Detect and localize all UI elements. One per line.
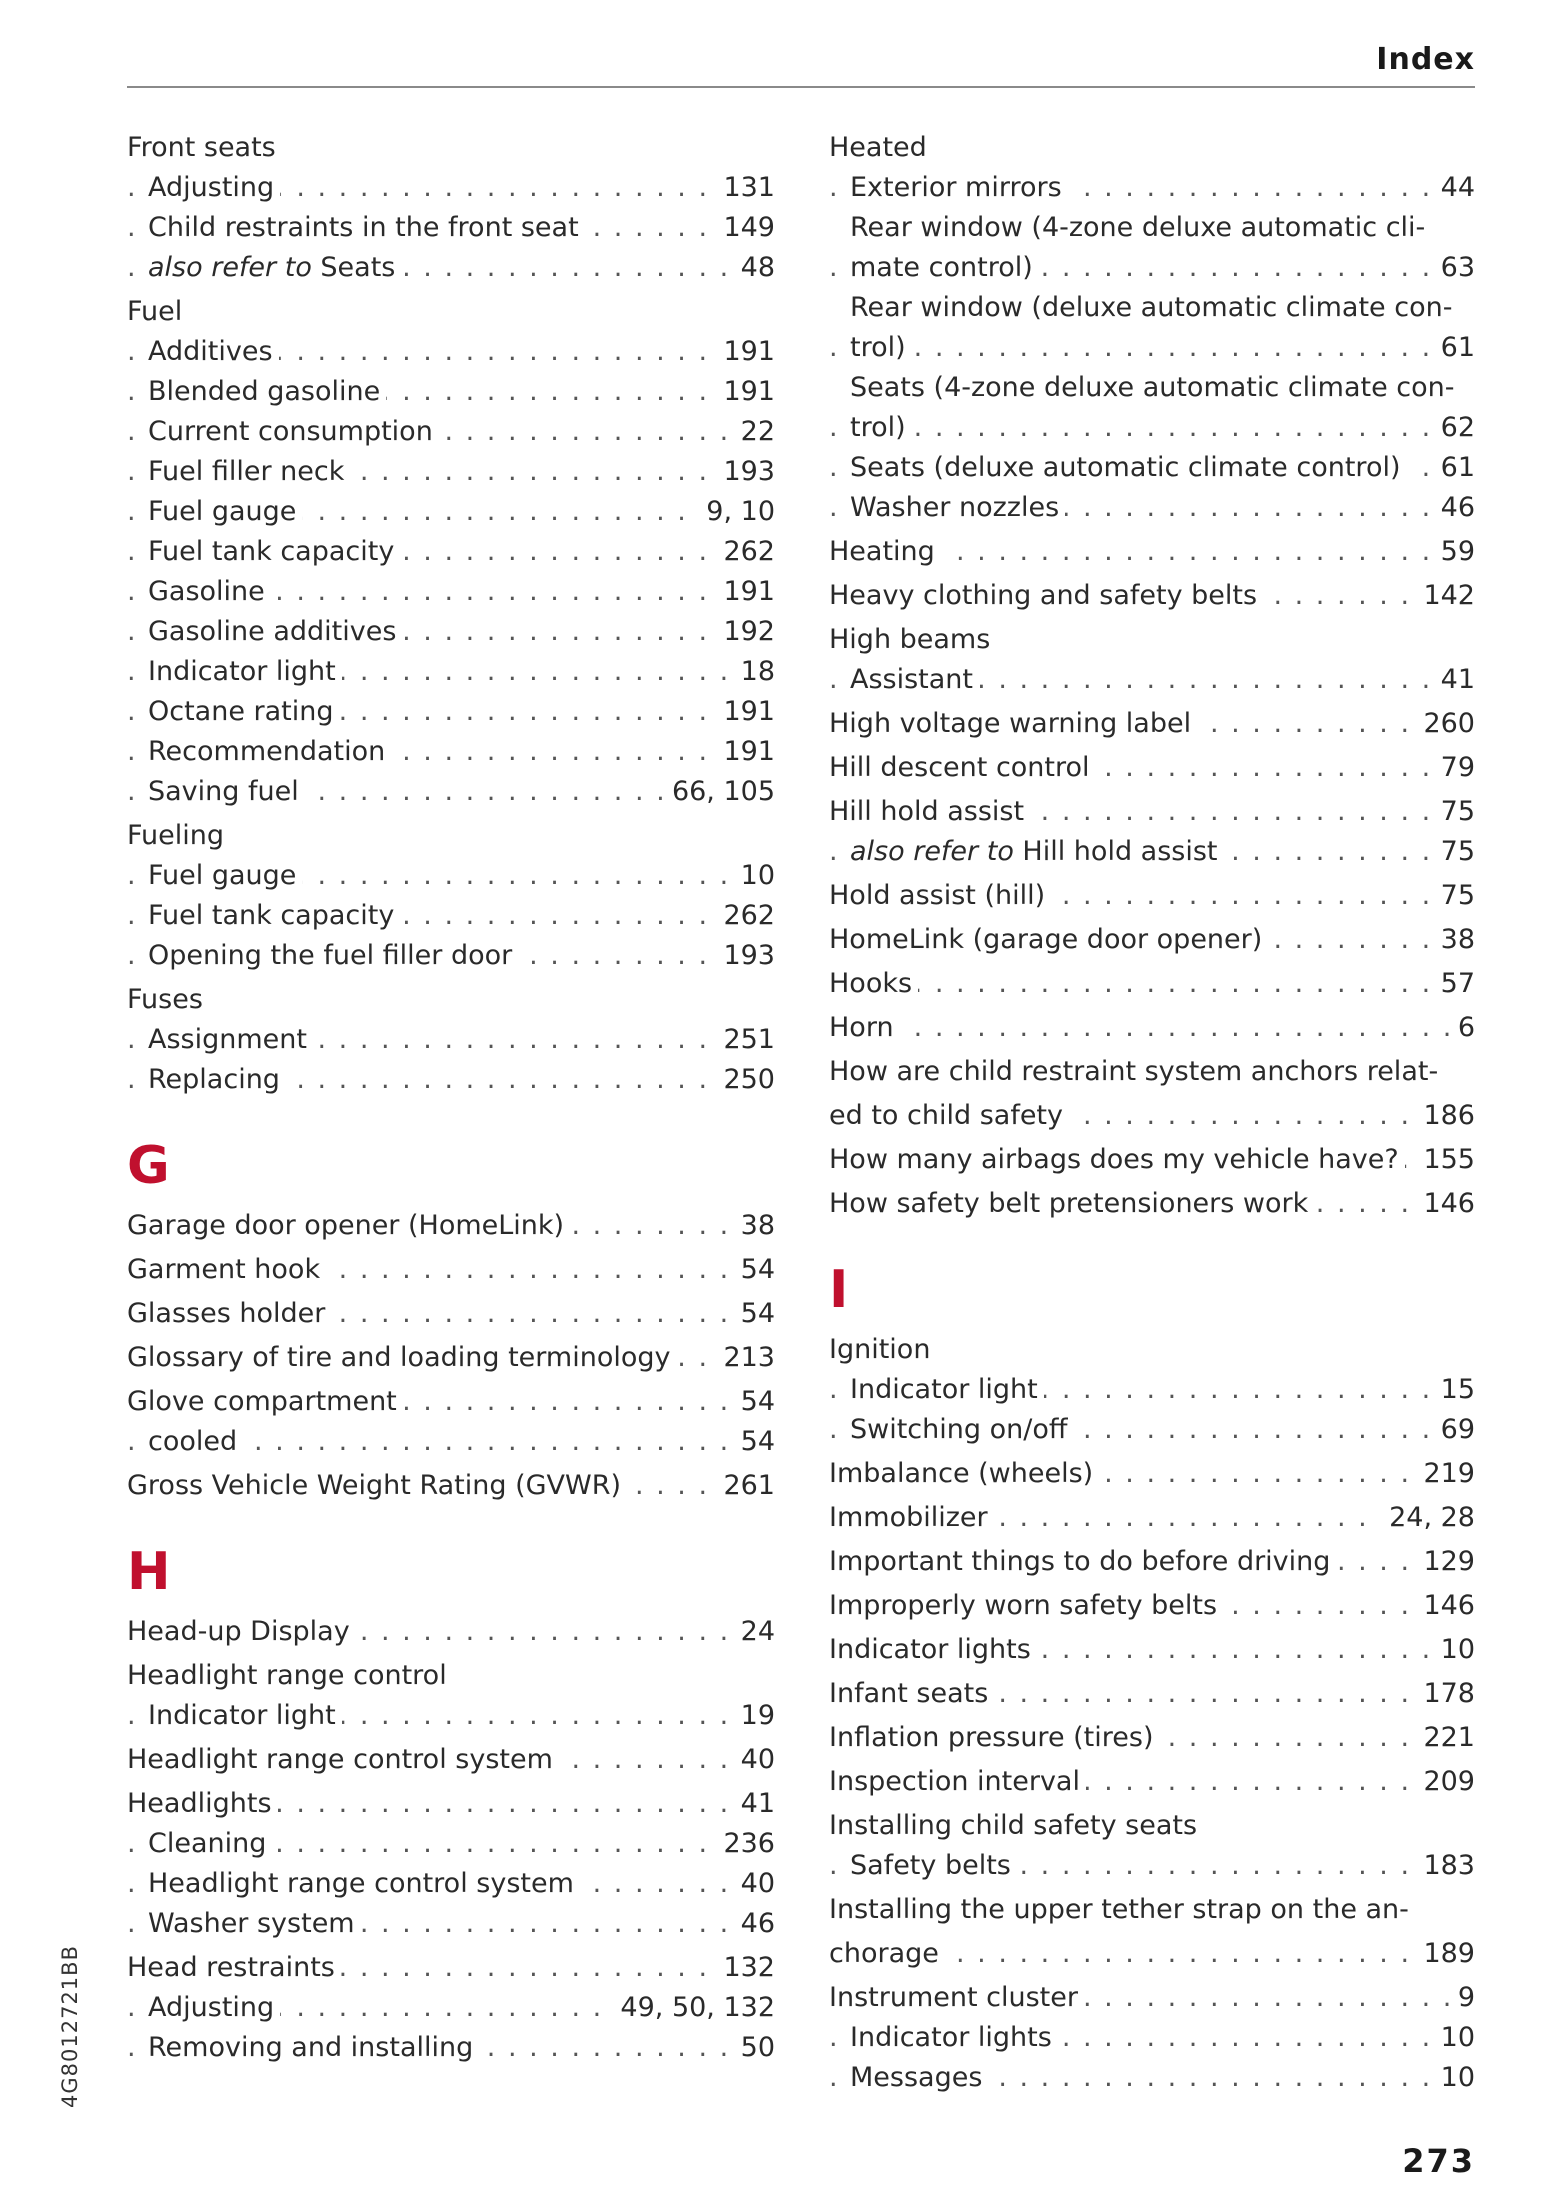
index-entry-rear-window-deluxe-automatic-climate-con [829,288,1475,328]
index-entry-safety-belts [829,1846,1475,1886]
entry-label: Additives [148,336,279,367]
entry-label: Seats (deluxe automatic climate control) [850,452,1407,483]
entry-label: Front seats [127,132,282,163]
entry-page-ref: 10 [1433,2058,1475,2098]
entry-label: Exterior mirrors [850,172,1068,203]
index-entry-child-restraints-in-the-front-seat [127,208,775,248]
index-entry-hill-hold-assist [829,792,1475,832]
entry-label: Ignition [829,1334,936,1365]
entry-page-ref: 129 [1415,1542,1475,1582]
entry-label: Headlights [127,1788,278,1819]
entry-label: Messages [850,2062,988,2093]
see-also-prefix: also refer to [148,252,321,283]
entry-label: Headlight range control system [127,1744,559,1775]
entry-label: Important things to do before driving [829,1546,1336,1577]
entry-label: Inflation pressure (tires) [829,1722,1159,1753]
index-entry-hold-assist-hill [829,876,1475,916]
entry-label: Octane rating [148,696,340,727]
section-letter-h: H [127,1542,171,1602]
entry-label: Switching on/off [850,1414,1073,1445]
entry-label: cooled [148,1426,243,1457]
entry-label: Fuel gauge [148,860,302,891]
entry-page-ref: 59 [1433,532,1475,572]
index-entry-blended-gasoline [127,372,775,412]
entry-page-ref: 186 [1415,1096,1475,1136]
entry-page-ref: 213 [715,1338,775,1378]
entry-page-ref: 40 [733,1740,775,1780]
entry-page-ref: 46 [1433,488,1475,528]
entry-page-ref: 54 [733,1250,775,1290]
entry-label: Hill descent control [829,752,1096,783]
entry-page-ref: 40 [733,1864,775,1904]
entry-page-ref: 69 [1433,1410,1475,1450]
entry-label: Garage door opener (HomeLink) [127,1210,570,1241]
index-entry-indicator-light [127,1696,775,1736]
document-code: 4G8012721BB [58,1945,82,2108]
index-entry-indicator-lights [829,2018,1475,2058]
entry-page-ref: 75 [1433,832,1475,872]
entry-label: Headlight range control system [148,1868,580,1899]
index-entry-garment-hook [127,1250,775,1290]
entry-label: Imbalance (wheels) [829,1458,1099,1489]
index-entry-removing-and-installing [127,2028,775,2068]
index-entry-rear-window-4-zone-deluxe-automatic-cli [829,208,1475,248]
entry-page-ref: 48 [733,248,775,288]
index-entry-cooled [127,1422,775,1462]
index-entry-trol [829,408,1475,448]
index-entry-gasoline [127,572,775,612]
entry-page-ref: 10 [1433,1630,1475,1670]
index-entry-how-many-airbags-does-my-vehicle-have [829,1140,1475,1180]
index-entry-heavy-clothing-and-safety-belts [829,576,1475,616]
entry-page-ref: 75 [1433,792,1475,832]
entry-page-ref: 61 [1433,328,1475,368]
entry-page-ref: 192 [715,612,775,652]
index-entry-head-restraints [127,1948,775,1988]
entry-label: Indicator light [148,656,342,687]
index-entry-fuel-tank-capacity [127,532,775,572]
entry-label: Hold assist (hill) [829,880,1051,911]
entry-page-ref: 15 [1433,1370,1475,1410]
entry-label: HomeLink (garage door opener) [829,924,1268,955]
index-entry-assistant [829,660,1475,700]
index-entry-garage-door-opener-homelink [127,1206,775,1246]
index-entry-assignment [127,1020,775,1060]
entry-label: Washer system [148,1908,361,1939]
index-entry-seats-4-zone-deluxe-automatic-climate-con [829,368,1475,408]
entry-label: Safety belts [850,1850,1017,1881]
index-entry-improperly-worn-safety-belts [829,1586,1475,1626]
entry-label: Headlight range control [127,1660,453,1691]
index-entry-hill-hold-assist [829,832,1475,872]
entry-label: also refer to Hill hold assist [850,836,1224,867]
entry-page-ref: 41 [733,1784,775,1824]
index-entry-installing-the-upper-tether-strap-on-the-an [829,1890,1475,1930]
entry-page-ref: 38 [733,1206,775,1246]
index-entry-fuel-tank-capacity [127,896,775,936]
index-entry-fueling [127,816,775,856]
entry-label: Current consumption [148,416,439,447]
entry-page-ref: 38 [1433,920,1475,960]
index-entry-exterior-mirrors [829,168,1475,208]
entry-page-ref: 18 [733,652,775,692]
section-letter-i: I [829,1260,849,1320]
entry-page-ref: 142 [1415,576,1475,616]
entry-label: Fuel filler neck [148,456,350,487]
index-entry-ignition [829,1330,1475,1370]
entry-page-ref: 132 [715,1948,775,1988]
entry-page-ref: 183 [1415,1846,1475,1886]
index-entry-hooks [829,964,1475,1004]
index-entry-recommendation [127,732,775,772]
entry-label: trol) [850,412,912,443]
entry-label: Rear window (4-zone deluxe automatic cli- [850,212,1431,243]
index-entry-ed-to-child-safety [829,1096,1475,1136]
entry-label: Cleaning [148,1828,272,1859]
entry-page-ref: 75 [1433,876,1475,916]
entry-label: Inspection interval [829,1766,1086,1797]
index-entry-replacing [127,1060,775,1100]
entry-page-ref: 49, 50, 132 [612,1988,775,2028]
entry-page-ref: 46 [733,1904,775,1944]
index-entry-glasses-holder [127,1294,775,1334]
entry-page-ref: 250 [715,1060,775,1100]
entry-page-ref: 50 [733,2028,775,2068]
entry-page-ref: 193 [715,452,775,492]
entry-label: Glasses holder [127,1298,331,1329]
entry-label: Gross Vehicle Weight Rating (GVWR) [127,1470,627,1501]
index-entry-how-safety-belt-pretensioners-work [829,1184,1475,1224]
entry-label: High beams [829,624,996,655]
entry-label: Recommendation [148,736,391,767]
entry-label: Heated [829,132,933,163]
index-entry-infant-seats [829,1674,1475,1714]
entry-label: Infant seats [829,1678,994,1709]
entry-page-ref: 219 [1415,1454,1475,1494]
entry-page-ref: 57 [1433,964,1475,1004]
index-entry-inflation-pressure-tires [829,1718,1475,1758]
index-entry-glove-compartment [127,1382,775,1422]
entry-label: Improperly worn safety belts [829,1590,1223,1621]
index-entry-messages [829,2058,1475,2098]
index-entry-horn [829,1008,1475,1048]
entry-page-ref: 44 [1433,168,1475,208]
entry-label: trol) [850,332,912,363]
entry-page-ref: 191 [715,332,775,372]
index-entry-seats-deluxe-automatic-climate-control [829,448,1475,488]
index-entry-headlight-range-control [127,1656,775,1696]
page-number: 273 [1402,2142,1475,2180]
entry-page-ref: 6 [1450,1008,1475,1048]
entry-label: Removing and installing [148,2032,479,2063]
entry-page-ref: 22 [733,412,775,452]
index-entry-adjusting [127,1988,775,2028]
entry-label: Gasoline [148,576,271,607]
entry-label: Indicator light [850,1374,1044,1405]
entry-page-ref: 191 [715,732,775,772]
entry-label: Instrument cluster [829,1982,1084,2013]
entry-label: Fueling [127,820,230,851]
index-entry-instrument-cluster [829,1978,1475,2018]
entry-page-ref: 54 [733,1294,775,1334]
entry-page-ref: 236 [715,1824,775,1864]
entry-label: Heating [829,536,941,567]
index-entry-hill-descent-control [829,748,1475,788]
entry-label: Adjusting [148,172,280,203]
index-entry-inspection-interval [829,1762,1475,1802]
index-entry-fuel [127,292,775,332]
entry-label: also refer to Seats [148,252,401,283]
index-entry-how-are-child-restraint-system-anchors-relat [829,1052,1475,1092]
index-entry-headlights [127,1784,775,1824]
index-entry-additives [127,332,775,372]
entry-page-ref: 189 [1415,1934,1475,1974]
entry-label: Indicator lights [850,2022,1058,2053]
entry-label: Child restraints in the front seat [148,212,585,243]
index-entry-switching-on-off [829,1410,1475,1450]
entry-label: How many airbags does my vehicle have? [829,1144,1405,1175]
entry-label: Installing the upper tether strap on the an- [829,1894,1415,1925]
entry-label: chorage [829,1938,945,1969]
index-entry-heated [829,128,1475,168]
entry-page-ref: 10 [733,856,775,896]
index-entry-imbalance-wheels [829,1454,1475,1494]
entry-label: Seats (4-zone deluxe automatic climate con- [850,372,1461,403]
entry-page-ref: 191 [715,572,775,612]
entry-label: Saving fuel [148,776,305,807]
entry-page-ref: 146 [1415,1586,1475,1626]
index-entry-washer-system [127,1904,775,1944]
entry-label: Garment hook [127,1254,326,1285]
entry-label: Hill hold assist [829,796,1030,827]
entry-page-ref: 79 [1433,748,1475,788]
entry-page-ref: 63 [1433,248,1475,288]
entry-page-ref: 260 [1415,704,1475,744]
index-entry-heating [829,532,1475,572]
entry-page-ref: 24, 28 [1381,1498,1475,1538]
entry-label: Head restraints [127,1952,341,1983]
entry-page-ref: 191 [715,692,775,732]
right-column [829,124,1475,2098]
entry-label: Fuel gauge [148,496,302,527]
entry-label: Fuel tank capacity [148,900,400,931]
page-header [127,42,1475,88]
index-entry-saving-fuel [127,772,775,812]
page-title: Index [1376,42,1475,77]
entry-page-ref: 24 [733,1612,775,1652]
entry-page-ref: 66, 105 [664,772,775,812]
index-entry-seats [127,248,775,288]
entry-label: Fuel tank capacity [148,536,400,567]
entry-page-ref: 9, 10 [698,492,775,532]
entry-page-ref: 149 [715,208,775,248]
entry-label: How are child restraint system anchors relat- [829,1056,1444,1087]
entry-page-ref: 9 [1450,1978,1475,2018]
index-entry-opening-the-fuel-filler-door [127,936,775,976]
index-entry-fuel-filler-neck [127,452,775,492]
entry-page-ref: 193 [715,936,775,976]
entry-page-ref: 41 [1433,660,1475,700]
entry-label: ed to child safety [829,1100,1069,1131]
entry-label: Head-up Display [127,1616,356,1647]
index-entry-homelink-garage-door-opener [829,920,1475,960]
index-entry-chorage [829,1934,1475,1974]
index-entry-head-up-display [127,1612,775,1652]
index-entry-immobilizer [829,1498,1475,1538]
entry-page-ref: 146 [1415,1184,1475,1224]
index-entry-installing-child-safety-seats [829,1806,1475,1846]
entry-page-ref: 131 [715,168,775,208]
entry-label: Glossary of tire and loading terminology [127,1342,677,1373]
index-entry-indicator-lights [829,1630,1475,1670]
entry-label: Fuses [127,984,209,1015]
left-column [127,124,775,2068]
entry-label: Indicator lights [829,1634,1037,1665]
entry-page-ref: 54 [733,1382,775,1422]
entry-page-ref: 221 [1415,1718,1475,1758]
index-entry-octane-rating [127,692,775,732]
entry-page-ref: 178 [1415,1674,1475,1714]
entry-label: Glove compartment [127,1386,403,1417]
section-letter-g: G [127,1136,170,1196]
entry-page-ref: 61 [1433,448,1475,488]
entry-page-ref: 62 [1433,408,1475,448]
index-entry-trol [829,328,1475,368]
entry-label: Installing child safety seats [829,1810,1203,1841]
index-entry-glossary-of-tire-and-loading-terminology [127,1338,775,1378]
entry-label: Blended gasoline [148,376,386,407]
entry-page-ref: 262 [715,896,775,936]
entry-label: Gasoline additives [148,616,402,647]
index-entry-washer-nozzles [829,488,1475,528]
entry-label: High voltage warning label [829,708,1197,739]
entry-label: Washer nozzles [850,492,1065,523]
index-entry-mate-control [829,248,1475,288]
entry-label: Assistant [850,664,979,695]
index-entry-high-voltage-warning-label [829,704,1475,744]
entry-page-ref: 155 [1415,1140,1475,1180]
index-entry-cleaning [127,1824,775,1864]
entry-page-ref: 54 [733,1422,775,1462]
entry-label: Rear window (deluxe automatic climate con- [850,292,1458,323]
index-entry-high-beams [829,620,1475,660]
entry-label: Assignment [148,1024,313,1055]
index-entry-current-consumption [127,412,775,452]
entry-page-ref: 261 [715,1466,775,1506]
index-entry-gasoline-additives [127,612,775,652]
entry-label: Fuel [127,296,188,327]
entry-page-ref: 19 [733,1696,775,1736]
see-also-prefix: also refer to [850,836,1023,867]
index-entry-adjusting [127,168,775,208]
index-entry-important-things-to-do-before-driving [829,1542,1475,1582]
entry-page-ref: 10 [1433,2018,1475,2058]
entry-label: Immobilizer [829,1502,994,1533]
entry-label: Opening the fuel filler door [148,940,518,971]
entry-label: How safety belt pretensioners work [829,1188,1314,1219]
entry-label: Horn [829,1012,900,1043]
index-entry-headlight-range-control-system [127,1740,775,1780]
entry-page-ref: 262 [715,532,775,572]
entry-label: Indicator light [148,1700,342,1731]
entry-page-ref: 191 [715,372,775,412]
index-entry-indicator-light [829,1370,1475,1410]
index-entry-indicator-light [127,652,775,692]
index-entry-fuses [127,980,775,1020]
entry-label: Replacing [148,1064,286,1095]
entry-page-ref: 209 [1415,1762,1475,1802]
index-entry-front-seats [127,128,775,168]
index-entry-fuel-gauge [127,492,775,532]
entry-page-ref: 251 [715,1020,775,1060]
entry-label: mate control) [850,252,1039,283]
entry-label: Adjusting [148,1992,280,2023]
index-entry-gross-vehicle-weight-rating-gvwr [127,1466,775,1506]
index-entry-headlight-range-control-system [127,1864,775,1904]
entry-label: Heavy clothing and safety belts [829,580,1263,611]
index-entry-fuel-gauge [127,856,775,896]
entry-label: Hooks [829,968,918,999]
